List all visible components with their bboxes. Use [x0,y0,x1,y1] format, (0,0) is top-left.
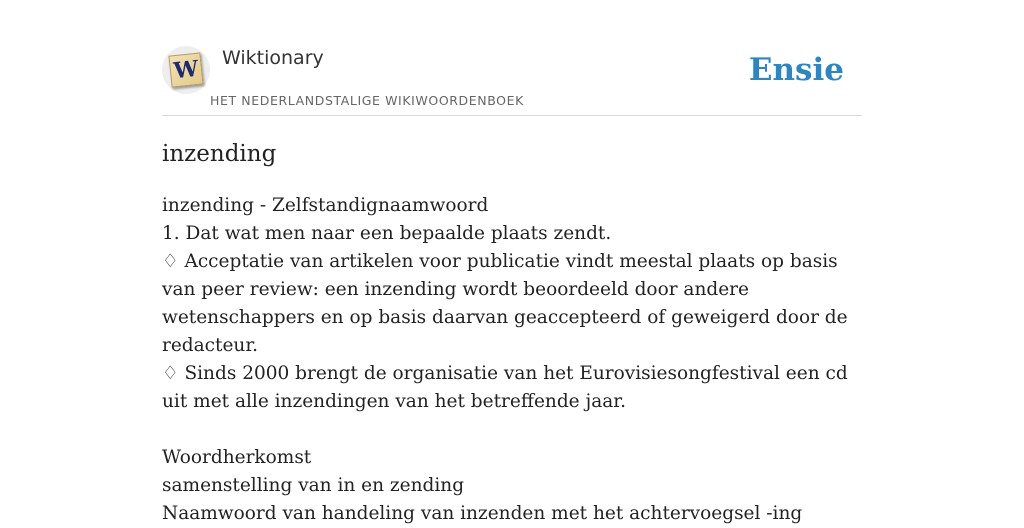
site-tagline: HET NEDERLANDSTALIGE WIKIWOORDENBOEK [210,93,524,108]
site-header [162,0,862,116]
content-container [162,0,862,524]
wiktionary-logo-icon[interactable] [162,46,210,94]
logo-tile: W [168,52,203,87]
entry-content [162,192,862,528]
entry-heading: inzending - Zelfstandignaamwoord [162,195,489,216]
etymology-line: samenstelling van in en zending [162,475,465,496]
page-title: inzending [162,141,277,167]
example-sentence: ♢ Acceptatie van artikelen voor publicatie vindt meestal plaats op basis van peer review: een inzending wordt beoordeeld door andere wetenschappers en op basis daarvan geaccepteerd of geweigerd door de redacteur. [162,251,854,356]
brand-logo[interactable]: Ensie [748,52,844,88]
definition: 1. Dat wat men naar een bepaalde plaats zendt. [162,223,612,244]
example-sentence: ♢ Sinds 2000 brengt de organisatie van het Eurovisiesongfestival een cd uit met alle inzendingen van het betreffende jaar. [162,363,854,412]
site-name[interactable]: Wiktionary [222,47,324,69]
etymology-heading: Woordherkomst [162,447,312,468]
spacer [162,416,862,444]
etymology-line: Naamwoord van handeling van inzenden met het achtervoegsel -ing [162,503,803,524]
